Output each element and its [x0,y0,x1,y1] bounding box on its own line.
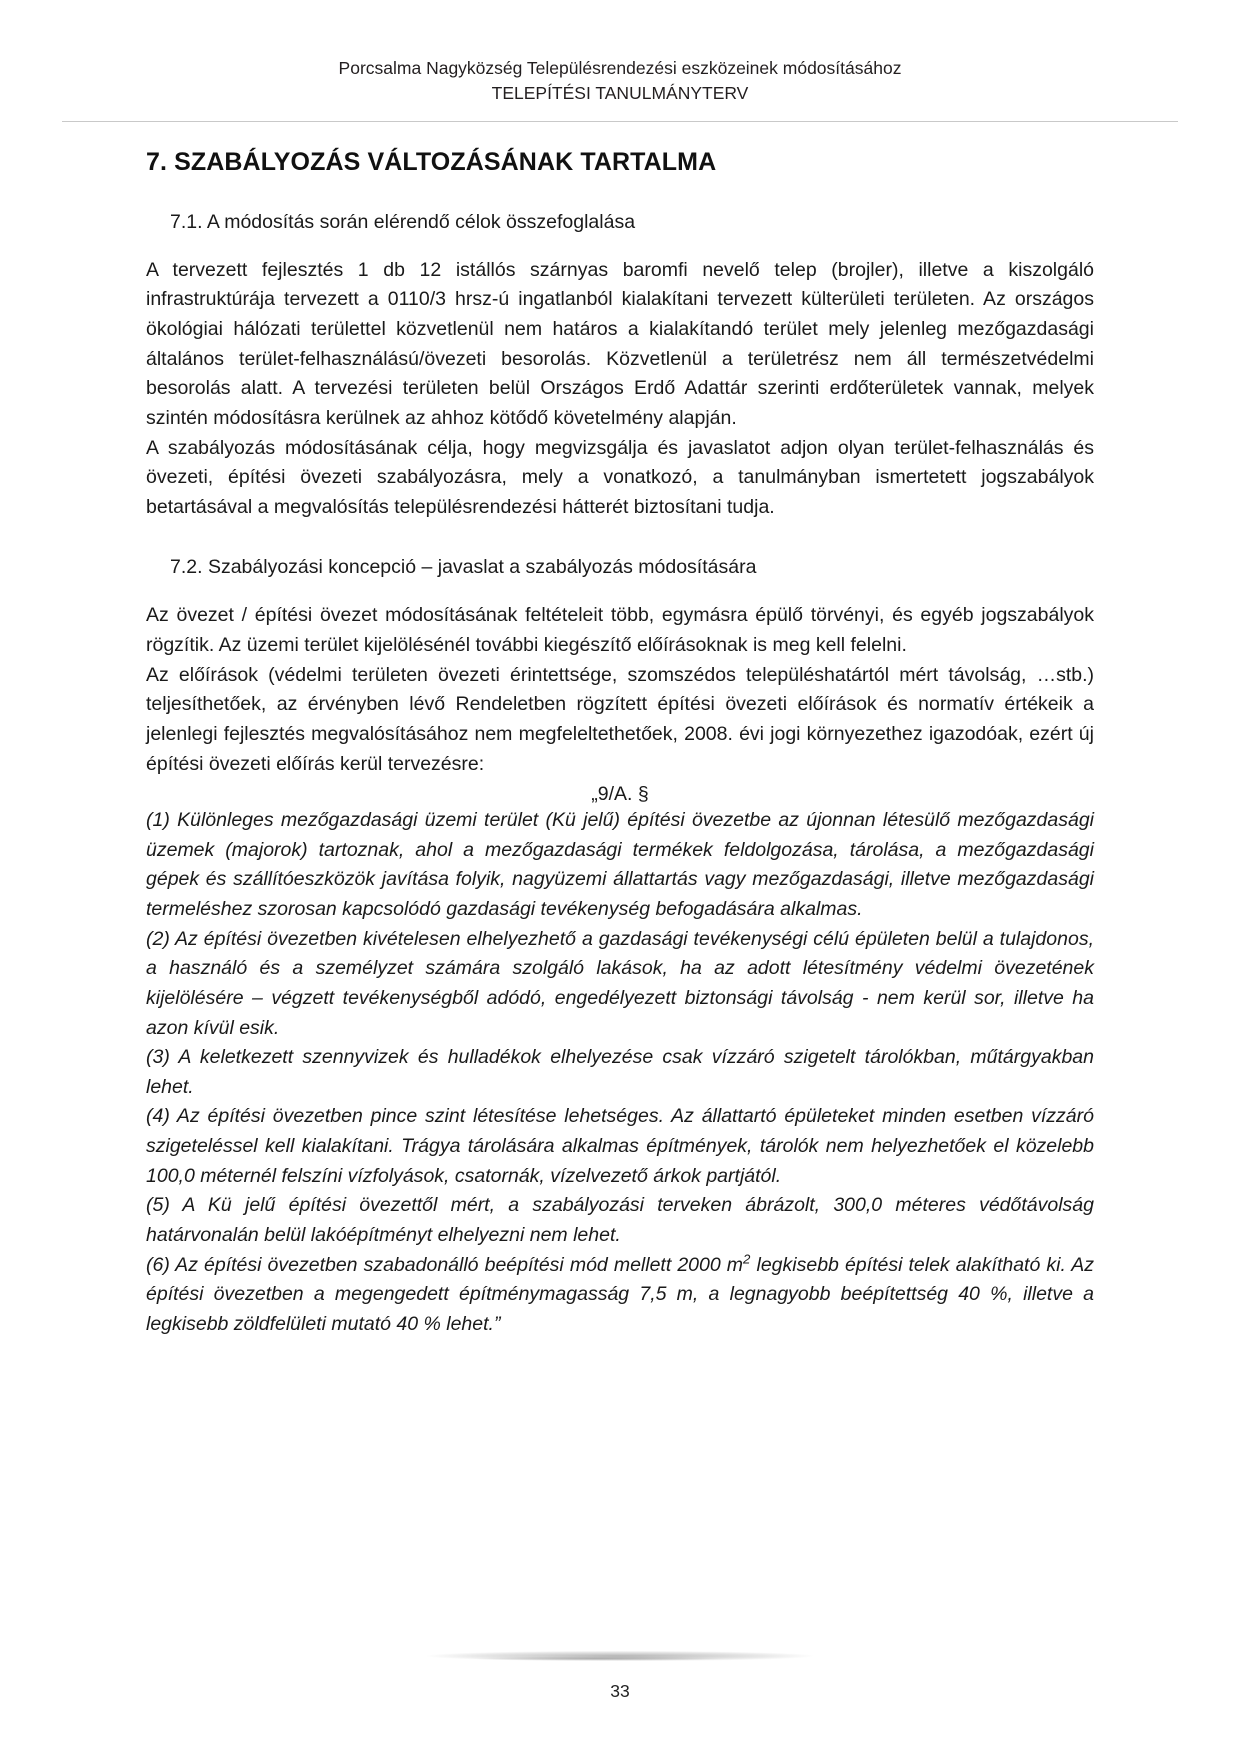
paragraph-3: Az övezet / építési övezet módosításának feltételeit több, egymásra épülő törvényi, és egyéb jogszabályok rögzítik. Az üzemi terület kijelölésénél további kiegészítő előírásoknak is meg kell felelni. [146,604,1094,656]
rule-paragraph-1: (1) Különleges mezőgazdasági üzemi terület (Kü jelű) építési övezetbe az újonnan létesülő mezőgazdasági üzemek (majorok) tartoznak, ahol a mezőgazdasági termékek feldolgozása, tárolása, a mezőgazdasági gépek és szállítóeszközök javítása folyik, nagyüzemi állattartás vagy mezőgazdasági, illetve mezőgazdasági termeléshez szorosan kapcsolódó gazdasági tevékenység befogadására alkalmas. [146,809,1094,920]
subsection-7-1-title: 7.1. A módosítás során elérendő célok összefoglalása [170,210,636,233]
rule-6-superscript: 2 [743,1251,751,1266]
paragraph-1: A tervezett fejlesztés 1 db 12 istállós szárnyas baromfi nevelő telep (brojler), illetve a kiszolgáló infrastruktúrája tervezett a 0110/3 hrsz-ú ingatlanból kialakítani tervezett külterületi területen. Az országos ökológiai hálózati területtel közvetlenül nem határos a kialakítandó terület mely jelenleg mezőgazdasági általános terület-felhasználású/övezeti besorolás. Közvetlenül a területrész nem áll természetvédelmi besorolás alatt. A tervezési területen belül Országos Erdő Adattár szerinti erdőterületek vannak, melyek szintén módosításra kerülnek az ahhoz kötődő követelmény alapján. [146,258,1094,429]
rule-6-text-part-2: legkisebb építési telek alakítható ki. Az építési övezetben a megengedett építménymagasság 7,5 m, a legnagyobb beépítettség 40 %, illetve a legkisebb zöldfelületi mutató 40 % lehet.” [146,1253,1094,1335]
rule-paragraph-5: (5) A Kü jelű építési övezettől mért, a szabályozási terveken ábrázolt, 300,0 méteres védőtávolság határvonalán belül lakóépítményt elhelyezni nem lehet. [146,1194,1094,1246]
footer-decoration-icon [340,1645,900,1667]
rule-heading: „9/A. § [591,783,649,806]
rule-paragraph-2: (2) Az építési övezetben kivételesen elhelyezhető a gazdasági tevékenységi célú épületen belül a tulajdonos, a használó és a személyzet számára szolgáló lakások, ha az adott létesítmény védelmi övezetének kijelölésére – végzett tevékenységből adódó, engedélyezett biztonsági távolság - nem kerül sor, illetve ha azon kívül esik. [146,927,1094,1039]
document-content [0,148,1240,1340]
page-footer [0,1645,1240,1702]
rule-paragraph-4: (4) Az építési övezetben pince szint létesítése lehetséges. Az állattartó épületeket minden esetben vízzáró szigeteléssel kell kialakítani. Trágya tárolására alkalmas építmények, tárolók nem helyezhetőek el közelebb 100,0 méternél felszíni vízfolyások, csatornák, vízelvezető árkok partjától. [146,1105,1094,1187]
rule-6-text-part-1: (6) Az építési övezetben szabadonálló beépítési mód mellett 2000 m [146,1253,744,1276]
page-header [0,0,1240,107]
rule-paragraph-3: (3) A keletkezett szennyvizek és hulladékok elhelyezése csak vízzáró szigetelt tárolókban, műtárgyakban lehet. [146,1046,1094,1098]
rule-paragraph-6 [146,1251,1094,1340]
page-title: 7. SZABÁLYOZÁS VÁLTOZÁSÁNAK TARTALMA [146,147,717,176]
header-line-1: Porcsalma Nagyközség Településrendezési eszközeinek módosításához [338,58,902,78]
page-number: 33 [610,1681,630,1701]
header-line-2: TELEPÍTÉSI TANULMÁNYTERV [491,83,749,104]
subsection-7-2-title: 7.2. Szabályozási koncepció – javaslat a szabályozás módosítására [170,556,757,579]
paragraph-4: Az előírások (védelmi területen övezeti érintettsége, szomszédos településhatártól mért távolság, …stb.) teljesíthetőek, az érvényben lévő Rendeletben rögzített építési övezeti előírások és normatív értékeik a jelenlegi fejlesztés megvalósításához nem megfeleltethetőek, 2008. évi jogi környezethez igazodóak, ezért új építési övezeti előírás kerül tervezésre: [146,663,1094,775]
paragraph-2: A szabályozás módosításának célja, hogy megvizsgálja és javaslatot adjon olyan terület-felhasználás és övezeti, építési övezeti szabályozásra, mely a vonatkozó, a tanulmányban ismertetett jogszabályok betartásával a megvalósítás településrendezési hátterét biztosítani tudja. [146,436,1094,518]
header-divider [62,121,1178,122]
